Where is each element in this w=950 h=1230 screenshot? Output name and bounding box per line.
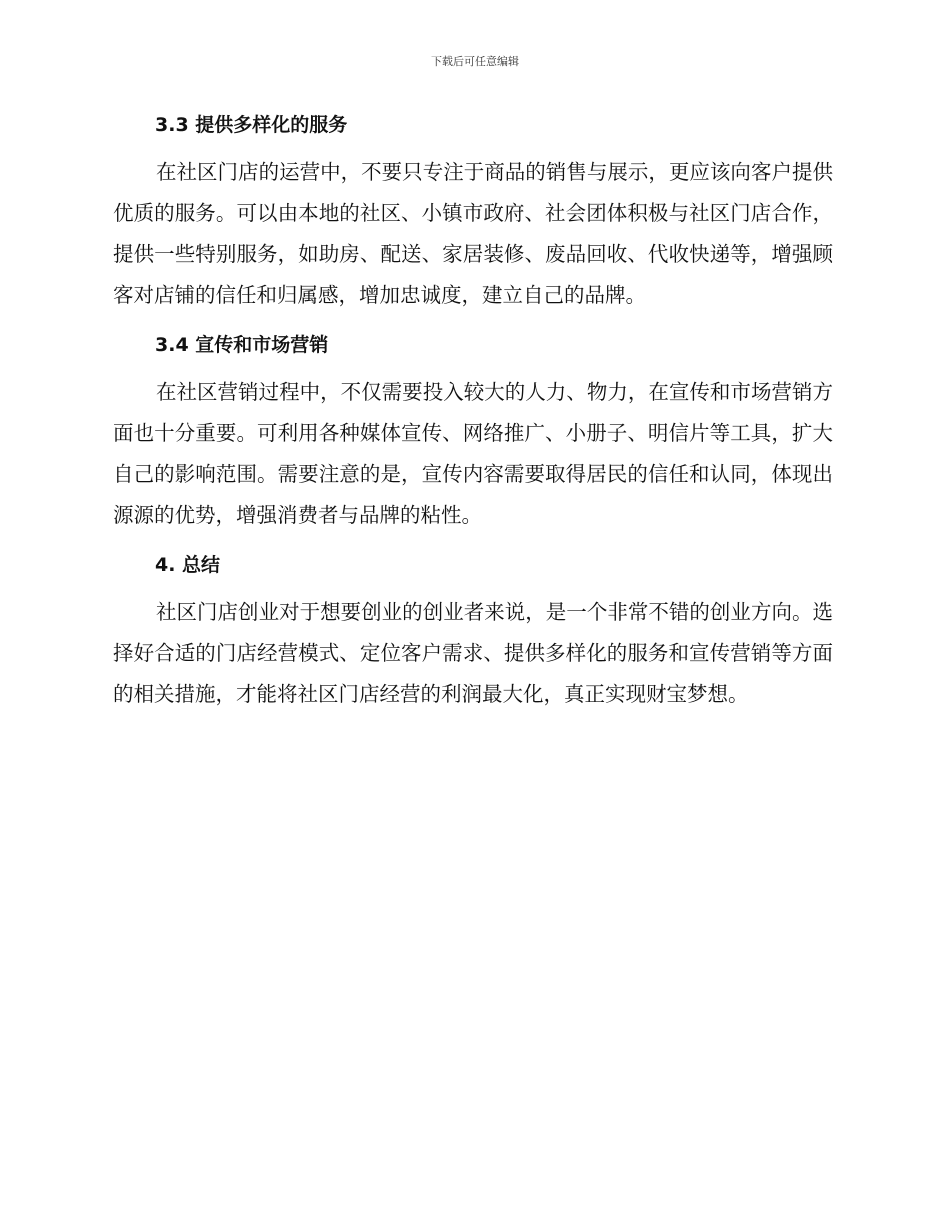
section-4 xyxy=(113,550,833,715)
document-body xyxy=(113,110,833,729)
section-3-4 xyxy=(113,330,833,536)
section-heading: 3.4 宣传和市场营销 xyxy=(155,334,329,356)
section-heading: 4. 总结 xyxy=(155,554,221,576)
page-header: 下载后可任意编辑 xyxy=(431,55,519,68)
section-paragraph: 在社区门店的运营中，不要只专注于商品的销售与展示，更应该向客户提供优质的服务。可以由本地的社区、小镇市政府、社会团体积极与社区门店合作，提供一些特别服务，如助房、配送、家居装修、废品回收、代收快递等，增强顾客对店铺的信任和归属感，增加忠诚度，建立自己的品牌。 xyxy=(113,160,833,307)
section-3-3 xyxy=(113,110,833,316)
section-heading: 3.3 提供多样化的服务 xyxy=(155,114,348,136)
section-paragraph: 社区门店创业对于想要创业的创业者来说，是一个非常不错的创业方向。选择好合适的门店经营模式、定位客户需求、提供多样化的服务和宣传营销等方面的相关措施，才能将社区门店经营的利润最大化，真正实现财宝梦想。 xyxy=(113,600,833,706)
section-paragraph: 在社区营销过程中，不仅需要投入较大的人力、物力，在宣传和市场营销方面也十分重要。可利用各种媒体宣传、网络推广、小册子、明信片等工具，扩大自己的影响范围。需要注意的是，宣传内容需要取得居民的信任和认同，体现出源源的优势，增强消费者与品牌的粘性。 xyxy=(113,380,833,527)
